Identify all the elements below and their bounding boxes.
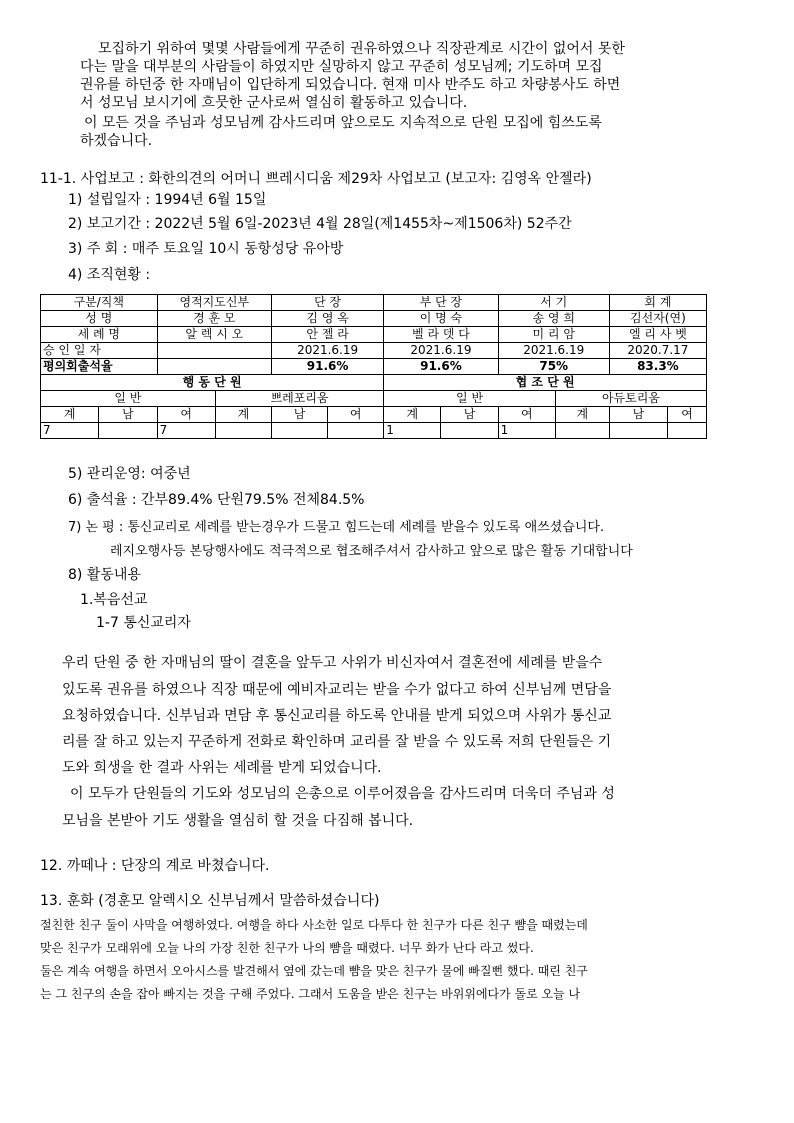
col-label: 여 [328, 407, 384, 423]
table-cell: 엘 리 사 벳 [609, 327, 706, 343]
col-label: 여 [668, 407, 707, 423]
table-row [41, 327, 707, 343]
col-label: 여 [498, 407, 555, 423]
subgroup-cell: 쁘레포리움 [215, 391, 383, 407]
count-cell [555, 423, 609, 439]
organization-table [40, 294, 707, 439]
table-cell: 2021.6.19 [384, 343, 498, 359]
row-label: 성 명 [41, 311, 158, 327]
table-header-row [41, 295, 707, 311]
report-sub-1-7: 1-7 통신교리자 [96, 615, 191, 631]
report-item-8: 8) 활동내용 [68, 567, 141, 583]
story-line-6: 이 모두가 단원들의 기도와 성모님의 은총으로 이루어졌음을 감사드리며 더욱더 주님과 성 [70, 786, 615, 802]
table-cell: 벨 라 뎃 다 [384, 327, 498, 343]
count-cell [441, 423, 498, 439]
table-cell: 2021.6.19 [498, 343, 609, 359]
table-cell: 91.6% [384, 359, 498, 375]
row-label: 승 인 일 자 [41, 343, 158, 359]
table-row [41, 343, 707, 359]
table-cell: 안 젤 라 [271, 327, 383, 343]
report-item-7-line-2: 레지오행사등 본당행사에도 적극적으로 협조해주셔서 감사하고 앞으로 많은 활동 기대합니다 [110, 544, 633, 559]
col-label: 계 [555, 407, 609, 423]
col-label: 남 [271, 407, 327, 423]
table-cell: 김 영 옥 [271, 311, 383, 327]
homily-line-1: 절친한 친구 둘이 사막을 여행하였다. 여행을 하다 사소한 일로 다투다 한 친구가 다른 친구 뺨을 때렸는데 [40, 918, 588, 932]
homily-heading: 13. 훈화 (경훈모 알렉시오 신부님께서 말씀하셨습니다) [40, 893, 380, 909]
header-cell: 서 기 [498, 295, 609, 311]
homily-line-2: 맞은 친구가 모래위에 오늘 나의 가장 친한 친구가 나의 뺨을 때렸다. 너무 화가 난다 라고 썼다. [40, 941, 534, 955]
catena-line: 12. 까떼나 : 단장의 계로 바쳤습니다. [40, 858, 270, 874]
report-item-4: 4) 조직현황 : [68, 267, 151, 283]
table-cell: 알 렉 시 오 [157, 327, 271, 343]
col-label: 계 [384, 407, 441, 423]
table-cell: 송 영 희 [498, 311, 609, 327]
story-line-1: 우리 단원 중 한 자매님의 딸이 결혼을 앞두고 사위가 비신자여서 결혼전에 세례를 받을수 [62, 655, 603, 671]
subgroup-cell: 아듀토리움 [555, 391, 706, 407]
table-cell: 2021.6.19 [271, 343, 383, 359]
intro-line-5: 이 모든 것을 주님과 성모님께 감사드리며 앞으로도 지속적으로 단원 모집에 힘쓰도록 [84, 115, 602, 131]
report-item-5: 5) 관리운영: 여중년 [68, 466, 191, 482]
group-active-members: 행 동 단 원 [41, 375, 384, 391]
table-cell: 75% [498, 359, 609, 375]
table-cell: 이 명 숙 [384, 311, 498, 327]
report-item-2: 2) 보고기간 : 2022년 5월 6일-2023년 4월 28일(제1455차~제1506차) 52주간 [68, 216, 572, 232]
table-cell [157, 359, 271, 375]
table-row [41, 359, 707, 375]
report-sub-1: 1.복음선교 [80, 592, 148, 608]
count-cell [99, 423, 157, 439]
story-line-4: 리를 잘 하고 있는지 꾸준하게 전화로 확인하며 교리를 잘 받을 수 있도록 저희 단원들은 기 [62, 734, 612, 750]
group-row [41, 375, 707, 391]
col-label: 남 [441, 407, 498, 423]
table-cell [157, 343, 271, 359]
count-cell [215, 423, 271, 439]
story-line-2: 있도록 권유를 하였으나 직장 때문에 예비자교리는 받을 수가 없다고 하여 신부님께 면담을 [62, 682, 612, 698]
report-item-6: 6) 출석율 : 간부89.4% 단원79.5% 전체84.5% [68, 492, 365, 508]
story-line-7: 모님을 본받아 기도 생활을 열심히 할 것을 다짐해 봅니다. [62, 813, 414, 829]
count-row [41, 423, 707, 439]
row-label: 세 례 명 [41, 327, 158, 343]
header-cell: 회 계 [609, 295, 706, 311]
table-cell: 91.6% [271, 359, 383, 375]
header-cell: 부 단 장 [384, 295, 498, 311]
report-item-3: 3) 주 회 : 매주 토요일 10시 동항성당 유아방 [68, 241, 344, 257]
story-line-3: 요청하였습니다. 신부님과 면담 후 통신교리를 하도록 안내를 받게 되었으며 사위가 통신교 [62, 708, 612, 724]
row-label: 평의회출석율 [41, 359, 158, 375]
col-label: 여 [157, 407, 215, 423]
table-row [41, 311, 707, 327]
table-cell: 경 훈 모 [157, 311, 271, 327]
count-cell [271, 423, 327, 439]
count-cell: 7 [41, 423, 99, 439]
col-label: 남 [609, 407, 667, 423]
report-heading: 11-1. 사업보고 : 화한의견의 어머니 쁘레시디움 제29차 사업보고 (보고자: 김영옥 안젤라) [40, 171, 592, 187]
subgroup-row [41, 391, 707, 407]
intro-line-1: 모집하기 위하여 몇몇 사람들에게 꾸준히 권유하였으나 직장관계로 시간이 없어서 못한 [98, 41, 625, 57]
subgroup-cell: 일 반 [384, 391, 556, 407]
table-cell: 2020.7.17 [609, 343, 706, 359]
col-label: 남 [99, 407, 157, 423]
header-cell: 구분/직책 [41, 295, 158, 311]
header-cell: 영적지도신부 [157, 295, 271, 311]
col-label: 계 [215, 407, 271, 423]
count-cell [328, 423, 384, 439]
count-cell: 1 [498, 423, 555, 439]
story-line-5: 도와 희생을 한 결과 사위는 세례를 받게 되었습니다. [62, 760, 382, 776]
table-cell: 미 리 암 [498, 327, 609, 343]
report-item-1: 1) 설립일자 : 1994년 6월 15일 [68, 192, 267, 208]
homily-line-3: 둘은 계속 여행을 하면서 오아시스를 발견해서 옆에 갔는데 뺨을 맞은 친구가 물에 빠질뻔 했다. 때린 친구 [40, 964, 588, 978]
count-cell [609, 423, 667, 439]
count-cell: 1 [384, 423, 441, 439]
group-auxiliary-members: 협 조 단 원 [384, 375, 707, 391]
column-label-row [41, 407, 707, 423]
count-cell [668, 423, 707, 439]
intro-line-6: 하겠습니다. [80, 133, 153, 149]
col-label: 계 [41, 407, 99, 423]
subgroup-cell: 일 반 [41, 391, 216, 407]
count-cell: 7 [157, 423, 215, 439]
table-cell: 83.3% [609, 359, 706, 375]
table-cell: 김선자(연) [609, 311, 706, 327]
report-item-7-line-1: 7) 논 평 : 통신교리로 세례를 받는경우가 드물고 힘드는데 세례를 받을수 있도록 애쓰셨습니다. [68, 520, 605, 535]
header-cell: 단 장 [271, 295, 383, 311]
intro-line-4: 서 성모님 보시기에 흐뭇한 군사로써 열심히 활동하고 있습니다. [80, 95, 468, 111]
homily-line-4: 는 그 친구의 손을 잡아 빠지는 것을 구해 주었다. 그래서 도움을 받은 친구는 바위위에다가 돌로 오늘 나 [40, 987, 581, 1001]
intro-line-2: 다는 말을 대부분의 사람들이 하였지만 실망하지 않고 꾸준히 성모님께; 기도하며 모집 [80, 59, 603, 75]
intro-line-3: 권유를 하던중 한 자매님이 입단하게 되었습니다. 현재 미사 반주도 하고 차량봉사도 하면 [80, 77, 621, 93]
